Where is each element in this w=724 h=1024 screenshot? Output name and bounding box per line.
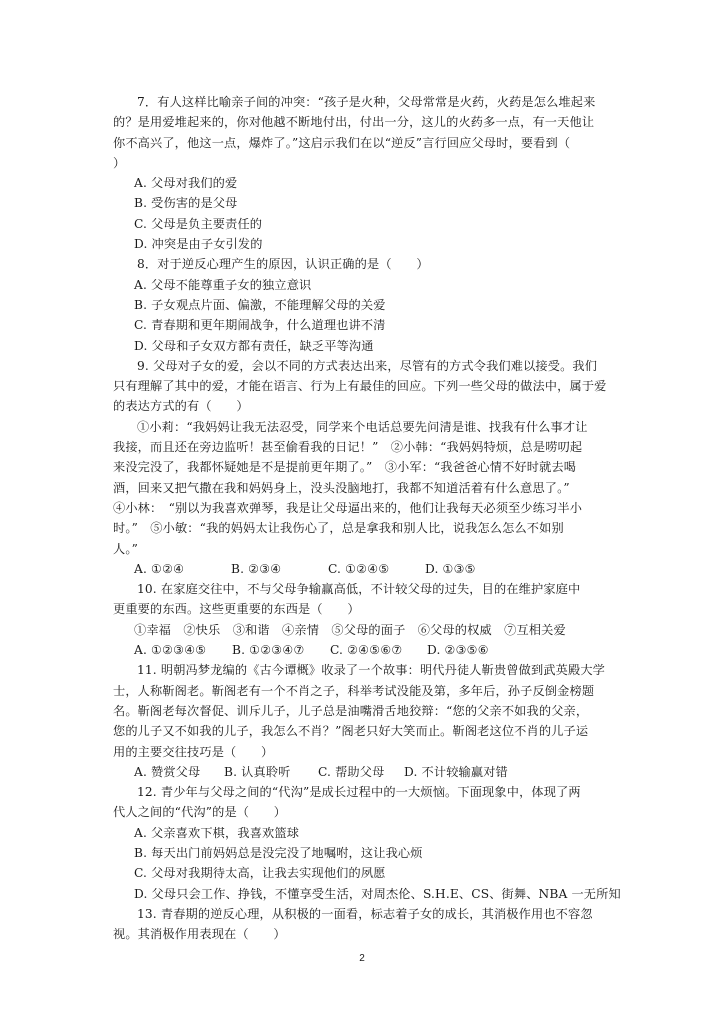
q13-stem-line: 13. 青春期的逆反心理，从积极的一面看，标志着子女的成长，其消极作用也不容忽 [137, 906, 593, 921]
q9-option-a: A. ①②④ [134, 561, 185, 576]
q9-stem-line: 时。” ⑤小敏：“我的妈妈太让我伤心了，总是拿我和别人比，说我怎么怎么不如别 [113, 521, 564, 536]
q7-stem-line: ） [113, 155, 126, 170]
q12-stem-line: 代人之间的“代沟”的是（ ） [113, 805, 287, 820]
q10-options-row [113, 640, 625, 660]
q11-option-d: D. 不计较输赢对错 [404, 764, 508, 779]
q10-option-d: D. ②③⑤⑥ [427, 643, 489, 658]
q10-choices: ①幸福 ②快乐 ③和谐 ④亲情 ⑤父母的面子 ⑥父母的权威 ⑦互相关爱 [134, 622, 566, 637]
question-10 [113, 579, 625, 660]
q12-option-d: D. 父母只会工作、挣钱，不懂享受生活，对周杰伦、S.H.E、CS、街舞、NBA 一无所知 [134, 886, 621, 901]
question-9 [113, 356, 625, 579]
q7-stem-line: 你不高兴了，他这一点，爆炸了。”这启示我们在以“逆反”言行回应父母时，要看到（ [113, 135, 571, 150]
q12-option-b: B. 每天出门前妈妈总是没完没了地嘱咐，这让我心烦 [134, 845, 423, 860]
q9-stem-line: 9. 父母对子女的爱，会以不同的方式表达出来，尽管有的方式令我们难以接受。我们 [137, 358, 598, 373]
question-11 [113, 660, 625, 782]
q7-option-c: C. 父母是负主要责任的 [134, 216, 263, 231]
q9-stem-line: 只有理解了其中的爱，才能在语言、行为上有最佳的回应。下列一些父母的做法中，属于爱 [113, 379, 607, 394]
q12-option-a: A. 父亲喜欢下棋，我喜欢篮球 [134, 825, 300, 840]
q10-option-b: B. ①②③④⑦ [232, 643, 305, 658]
q11-options-row [113, 762, 625, 782]
q11-option-b: B. 认真聆听 [224, 764, 291, 779]
q7-stem-line: 的？是用爱堆起来的，你对他越不断地付出，付出一分，这儿的火药多一点，有一天他让 [113, 115, 595, 130]
page-content [113, 92, 625, 944]
q9-options-row [113, 559, 625, 579]
q10-stem-line: 10. 在家庭交往中，不与父母争输赢高低，不计较父母的过失，目的在维护家庭中 [137, 582, 581, 597]
q9-stem-line: 酒，回来又把气撒在我和妈妈身上，没头没脑地打，我都不知道活着有什么意思了。” [113, 480, 570, 495]
q11-stem-line: 士，人称靳阁老。靳阁老有一个不肖之子，科举考试没能及第，多年后，孙子反倒金榜题 [113, 683, 595, 698]
q9-stem-line: ①小莉：“我妈妈让我无法忍受，同学来个电话总要先问清是谁、找我有什么事才让 [137, 419, 588, 434]
q11-stem-line: 您的儿子又不如我的儿子，我怎么不肖？”阁老只好大笑而止。靳阁老这位不肖的儿子运 [113, 724, 589, 739]
question-12 [113, 782, 625, 904]
q11-option-a: A. 赞赏父母 [134, 764, 201, 779]
q9-stem-line: 来没完没了，我都怀疑她是不是提前更年期了。” ③小军：“我爸爸心情不好时就去喝 [113, 460, 577, 475]
q8-option-a: A. 父母不能尊重子女的独立意识 [134, 277, 312, 292]
q8-option-c: C. 青春期和更年期闹战争，什么道理也讲不清 [134, 318, 386, 333]
q9-stem-line: 人。” [113, 541, 138, 556]
q9-stem-line: 的表达方式的有（ ） [113, 399, 249, 414]
q11-option-c: C. 帮助父母 [318, 764, 385, 779]
q9-stem-line: ④小林： “别以为我喜欢弹琴，我是让父母逼出来的，他们让我每天必须至少练习半小 [113, 500, 583, 515]
q10-option-a: A. ①②③④⑤ [134, 643, 207, 658]
q11-stem-line: 11. 明朝冯梦龙编的《古今谭概》收录了一个故事：明代丹徒人靳贵曾做到武英殿大学 [137, 663, 606, 678]
question-13 [113, 904, 625, 945]
q11-stem-line: 名。靳阁老每次督促、训斥儿子，儿子总是油嘴滑舌地狡辩：“您的父亲不如我的父亲， [113, 703, 589, 718]
page-number: 2 [359, 953, 365, 964]
q9-option-b: B. ②③④ [231, 561, 282, 576]
q8-option-d: D. 父母和子女双方都有责任，缺乏平等沟通 [134, 338, 374, 353]
q10-option-c: C. ②④⑤⑥⑦ [330, 643, 403, 658]
q9-option-d: D. ①③⑤ [425, 561, 476, 576]
q11-stem-line: 用的主要交往技巧是（ ） [113, 744, 274, 759]
q10-stem-line: 更重要的东西。这些更重要的东西是（ ） [113, 602, 360, 617]
q12-stem-line: 12. 青少年与父母之间的“代沟”是成长过程中的一大烦恼。下面现象中，体现了两 [137, 785, 581, 800]
question-7 [113, 92, 625, 254]
q9-stem-line: 我接，而且还在旁边监听！甚至偷看我的日记！” ②小韩：“我妈妈特烦，总是唠叨起 [113, 440, 583, 455]
q7-option-b: B. 受伤害的是父母 [134, 196, 238, 211]
q7-option-d: D. 冲突是由子女引发的 [134, 237, 263, 252]
q13-stem-line: 视。其消极作用表现在（ ） [113, 927, 286, 942]
q9-option-c: C. ①②④⑤ [328, 561, 390, 576]
q7-stem-line: 7．有人这样比喻亲子间的冲突：“孩子是火种，父母常常是火药，火药是怎么堆起来 [137, 95, 596, 109]
q8-stem-line: 8．对于逆反心理产生的原因，认识正确的是（ ） [137, 257, 429, 272]
q7-option-a: A. 父母对我们的爱 [134, 176, 238, 191]
q8-option-b: B. 子女观点片面、偏激，不能理解父母的关爱 [134, 297, 386, 312]
question-8 [113, 254, 625, 355]
q12-option-c: C. 父母对我期待太高，让我去实现他们的夙愿 [134, 866, 386, 881]
